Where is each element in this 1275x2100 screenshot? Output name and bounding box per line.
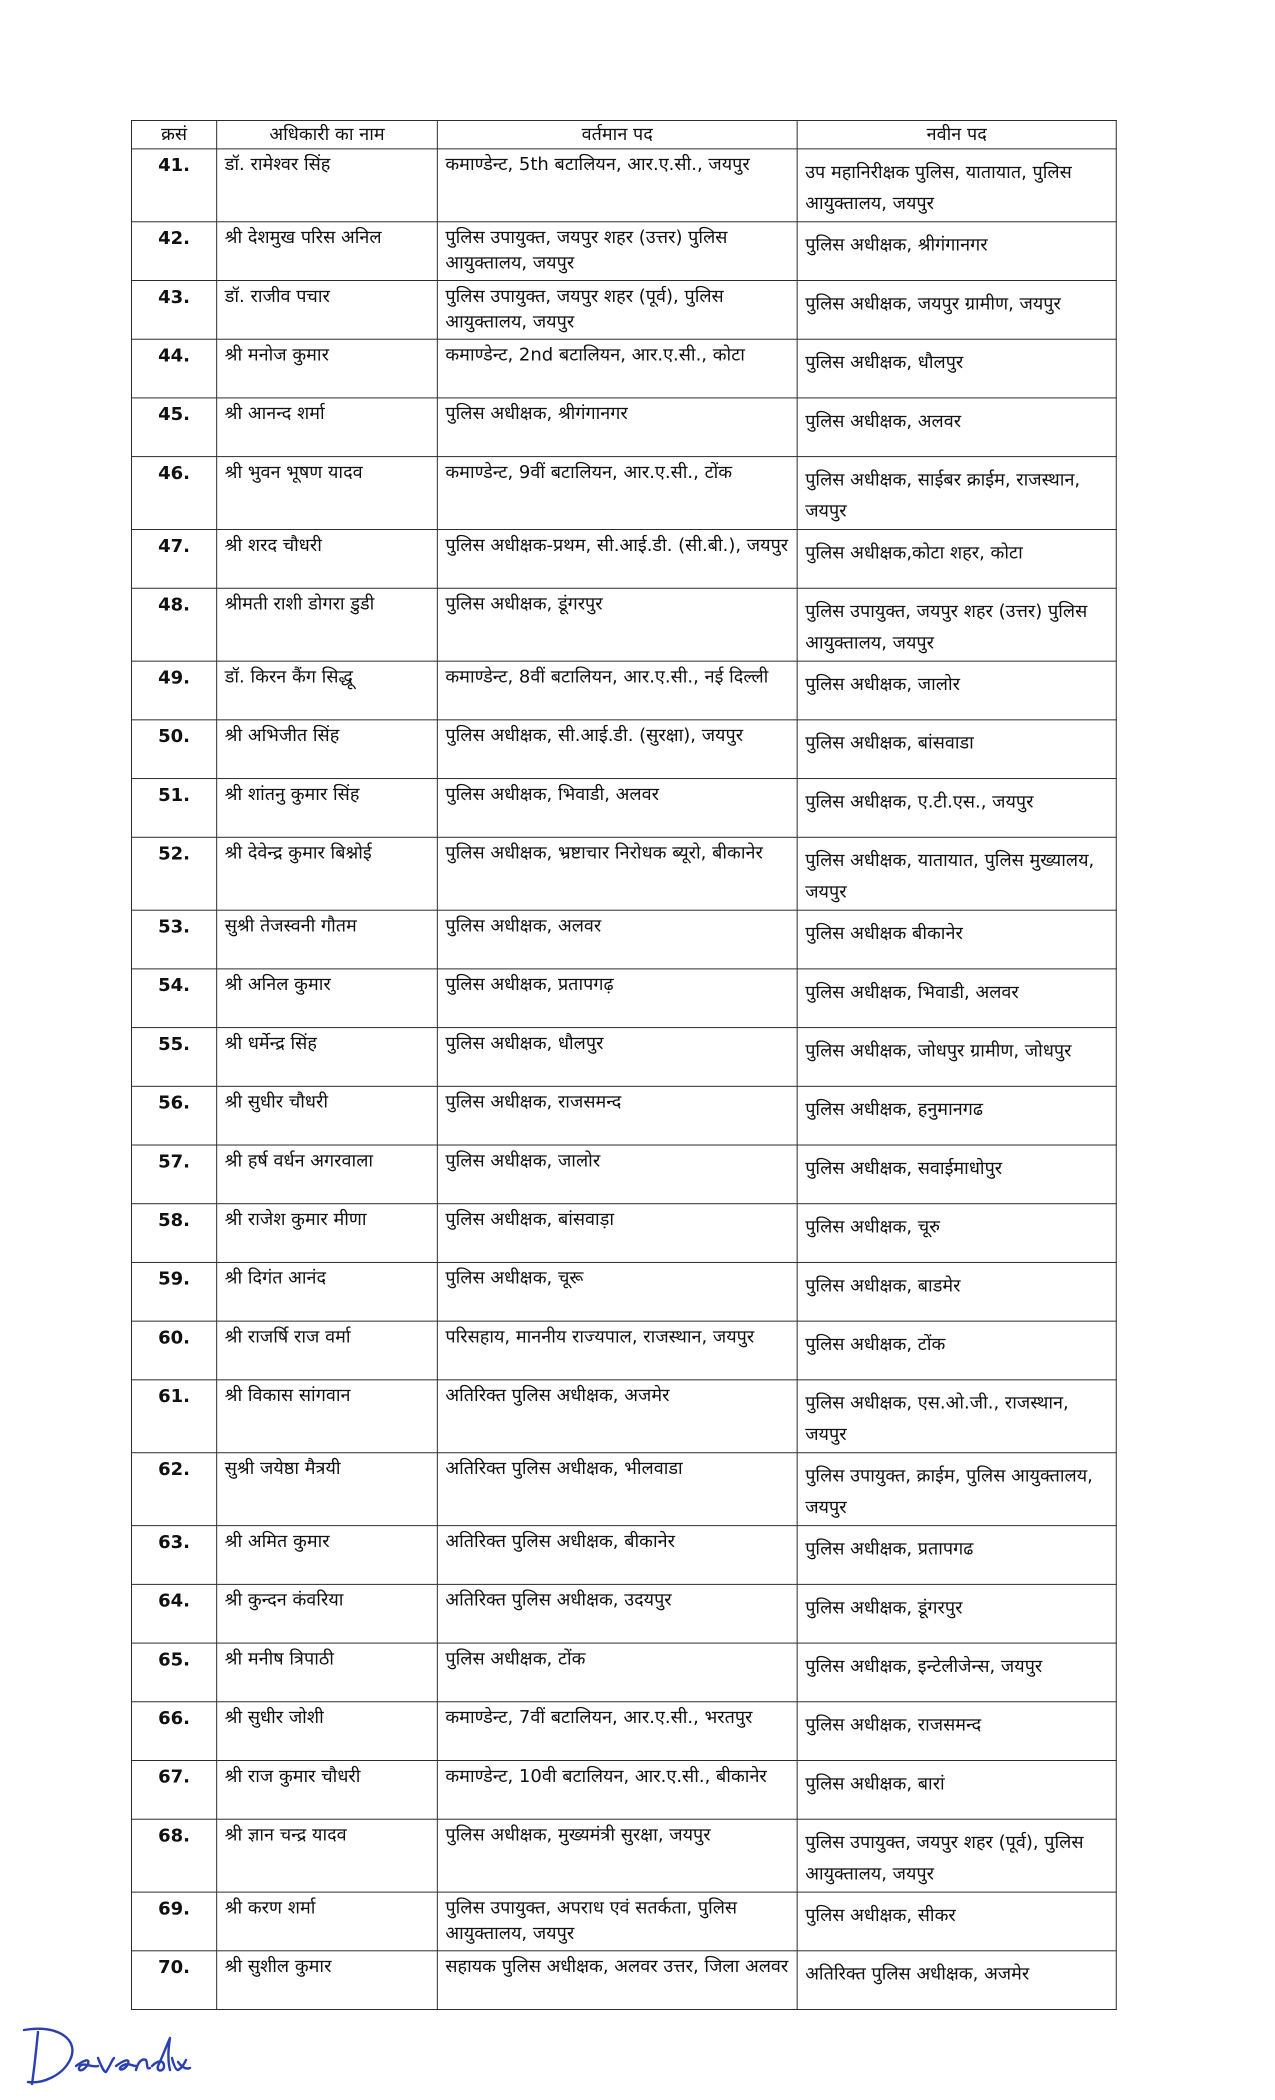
new-post-cell: पुलिस अधीक्षक, प्रतापगढ <box>797 1526 1116 1585</box>
new-post-cell: पुलिस अधीक्षक, जालोर <box>797 661 1116 720</box>
new-post-cell: पुलिस अधीक्षक,कोटा शहर, कोटा <box>797 530 1116 589</box>
table-row <box>131 1262 1116 1321</box>
current-post-cell: पुलिस अधीक्षक, डूंगरपुर <box>437 588 797 661</box>
current-post-cell: पुलिस अधीक्षक, अलवर <box>437 910 797 969</box>
current-post-cell: परिसहाय, माननीय राज्यपाल, राजस्थान, जयपुर <box>437 1321 797 1380</box>
officer-name-cell: श्री हर्ष वर्धन अगरवाला <box>217 1145 438 1204</box>
officer-name-cell: श्री सुधीर चौधरी <box>217 1086 438 1145</box>
current-post-cell: कमाण्डेन्ट, 7वीं बटालियन, आर.ए.सी., भरतपुर <box>437 1702 797 1761</box>
officer-name-cell: श्री राजर्षि राज वर्मा <box>217 1321 438 1380</box>
header-officer-name: अधिकारी का नाम <box>217 120 438 148</box>
current-post-cell: पुलिस अधीक्षक, मुख्यमंत्री सुरक्षा, जयपुर <box>437 1819 797 1892</box>
current-post-cell: कमाण्डेन्ट, 5th बटालियन, आर.ए.सी., जयपुर <box>437 149 797 222</box>
serial-number-cell: 60. <box>131 1321 216 1380</box>
table-row <box>131 1643 1116 1702</box>
officer-name-cell: श्री शरद चौधरी <box>217 530 438 589</box>
serial-number-cell: 49. <box>131 661 216 720</box>
table-row <box>131 1204 1116 1263</box>
table-row <box>131 720 1116 779</box>
new-post-cell: पुलिस अधीक्षक, धौलपुर <box>797 339 1116 398</box>
officer-name-cell: श्री देशमुख परिस अनिल <box>217 222 438 281</box>
new-post-cell: पुलिस अधीक्षक, भिवाडी, अलवर <box>797 969 1116 1028</box>
officer-name-cell: श्री शांतनु कुमार सिंह <box>217 779 438 838</box>
serial-number-cell: 46. <box>131 457 216 530</box>
officer-name-cell: श्री भुवन भूषण यादव <box>217 457 438 530</box>
current-post-cell: अतिरिक्त पुलिस अधीक्षक, बीकानेर <box>437 1526 797 1585</box>
table-row <box>131 222 1116 281</box>
new-post-cell: पुलिस उपायुक्त, जयपुर शहर (पूर्व), पुलिस आयुक्तालय, जयपुर <box>797 1819 1116 1892</box>
new-post-cell: पुलिस अधीक्षक, सीकर <box>797 1892 1116 1951</box>
table-row <box>131 910 1116 969</box>
serial-number-cell: 58. <box>131 1204 216 1263</box>
header-new-post: नवीन पद <box>797 120 1116 148</box>
officer-name-cell: श्री अभिजीत सिंह <box>217 720 438 779</box>
current-post-cell: पुलिस अधीक्षक, सी.आई.डी. (सुरक्षा), जयपुर <box>437 720 797 779</box>
serial-number-cell: 50. <box>131 720 216 779</box>
new-post-cell: उप महानिरीक्षक पुलिस, यातायात, पुलिस आयुक्तालय, जयपुर <box>797 149 1116 222</box>
new-post-cell: पुलिस अधीक्षक, यातायात, पुलिस मुख्यालय, जयपुर <box>797 837 1116 910</box>
transfer-table <box>131 120 1117 2010</box>
current-post-cell: पुलिस अधीक्षक, धौलपुर <box>437 1028 797 1087</box>
header-serial-number: क्रसं <box>131 120 216 148</box>
serial-number-cell: 41. <box>131 149 216 222</box>
new-post-cell: पुलिस अधीक्षक, सवाईमाधोपुर <box>797 1145 1116 1204</box>
table-row <box>131 530 1116 589</box>
current-post-cell: पुलिस अधीक्षक, चूरू <box>437 1262 797 1321</box>
serial-number-cell: 45. <box>131 398 216 457</box>
new-post-cell: पुलिस अधीक्षक, साईबर क्राईम, राजस्थान, जयपुर <box>797 457 1116 530</box>
current-post-cell: अतिरिक्त पुलिस अधीक्षक, भीलवाडा <box>437 1453 797 1526</box>
new-post-cell: पुलिस अधीक्षक, ए.टी.एस., जयपुर <box>797 779 1116 838</box>
table-row <box>131 1526 1116 1585</box>
new-post-cell: पुलिस अधीक्षक, चूरु <box>797 1204 1116 1263</box>
table-row <box>131 1702 1116 1761</box>
current-post-cell: पुलिस अधीक्षक, प्रतापगढ़ <box>437 969 797 1028</box>
officer-name-cell: श्री मनीष त्रिपाठी <box>217 1643 438 1702</box>
current-post-cell: पुलिस अधीक्षक, राजसमन्द <box>437 1086 797 1145</box>
serial-number-cell: 63. <box>131 1526 216 1585</box>
officer-name-cell: डॉ. किरन कैंग सिद्धू <box>217 661 438 720</box>
officer-name-cell: श्री धर्मेन्द्र सिंह <box>217 1028 438 1087</box>
table-row <box>131 779 1116 838</box>
current-post-cell: कमाण्डेन्ट, 2nd बटालियन, आर.ए.सी., कोटा <box>437 339 797 398</box>
serial-number-cell: 54. <box>131 969 216 1028</box>
officer-name-cell: श्री सुशील कुमार <box>217 1951 438 2010</box>
new-post-cell: पुलिस अधीक्षक, इन्टेलीजेन्स, जयपुर <box>797 1643 1116 1702</box>
serial-number-cell: 68. <box>131 1819 216 1892</box>
current-post-cell: सहायक पुलिस अधीक्षक, अलवर उत्तर, जिला अलवर <box>437 1951 797 2010</box>
table-row <box>131 1951 1116 2010</box>
officer-name-cell: श्री आनन्द शर्मा <box>217 398 438 457</box>
current-post-cell: कमाण्डेन्ट, 10वी बटालियन, आर.ए.सी., बीकानेर <box>437 1760 797 1819</box>
serial-number-cell: 42. <box>131 222 216 281</box>
new-post-cell: पुलिस अधीक्षक, श्रीगंगानगर <box>797 222 1116 281</box>
serial-number-cell: 56. <box>131 1086 216 1145</box>
current-post-cell: कमाण्डेन्ट, 8वीं बटालियन, आर.ए.सी., नई दिल्ली <box>437 661 797 720</box>
table-row <box>131 1028 1116 1087</box>
table-row <box>131 339 1116 398</box>
officer-name-cell: श्री अनिल कुमार <box>217 969 438 1028</box>
new-post-cell: पुलिस अधीक्षक, बांसवाडा <box>797 720 1116 779</box>
table-row <box>131 1086 1116 1145</box>
table-row <box>131 837 1116 910</box>
new-post-cell: पुलिस अधीक्षक, राजसमन्द <box>797 1702 1116 1761</box>
current-post-cell: पुलिस अधीक्षक, बांसवाड़ा <box>437 1204 797 1263</box>
new-post-cell: पुलिस अधीक्षक, जयपुर ग्रामीण, जयपुर <box>797 280 1116 339</box>
officer-name-cell: श्री सुधीर जोशी <box>217 1702 438 1761</box>
table-row <box>131 149 1116 222</box>
officer-name-cell: श्री दिगंत आनंद <box>217 1262 438 1321</box>
current-post-cell: पुलिस अधीक्षक, टोंक <box>437 1643 797 1702</box>
current-post-cell: पुलिस अधीक्षक, श्रीगंगानगर <box>437 398 797 457</box>
current-post-cell: पुलिस उपायुक्त, जयपुर शहर (उत्तर) पुलिस आयुक्तालय, जयपुर <box>437 222 797 281</box>
serial-number-cell: 43. <box>131 280 216 339</box>
table-row <box>131 398 1116 457</box>
serial-number-cell: 64. <box>131 1584 216 1643</box>
officer-name-cell: श्री राजेश कुमार मीणा <box>217 1204 438 1263</box>
current-post-cell: पुलिस अधीक्षक, भिवाडी, अलवर <box>437 779 797 838</box>
officer-name-cell: श्री विकास सांगवान <box>217 1380 438 1453</box>
new-post-cell: अतिरिक्त पुलिस अधीक्षक, अजमेर <box>797 1951 1116 2010</box>
serial-number-cell: 61. <box>131 1380 216 1453</box>
current-post-cell: पुलिस अधीक्षक, भ्रष्टाचार निरोधक ब्यूरो, बीकानेर <box>437 837 797 910</box>
table-row <box>131 457 1116 530</box>
officer-name-cell: श्री अमित कुमार <box>217 1526 438 1585</box>
officer-name-cell: श्री ज्ञान चन्द्र यादव <box>217 1819 438 1892</box>
new-post-cell: पुलिस अधीक्षक, एस.ओ.जी., राजस्थान, जयपुर <box>797 1380 1116 1453</box>
table-row <box>131 1892 1116 1951</box>
table-row <box>131 1453 1116 1526</box>
serial-number-cell: 67. <box>131 1760 216 1819</box>
new-post-cell: पुलिस अधीक्षक, बारां <box>797 1760 1116 1819</box>
officer-name-cell: डॉ. रामेश्वर सिंह <box>217 149 438 222</box>
new-post-cell: पुलिस अधीक्षक, बाडमेर <box>797 1262 1116 1321</box>
table-row <box>131 588 1116 661</box>
officer-name-cell: श्री कुन्दन कंवरिया <box>217 1584 438 1643</box>
serial-number-cell: 52. <box>131 837 216 910</box>
table-row <box>131 1145 1116 1204</box>
new-post-cell: पुलिस अधीक्षक बीकानेर <box>797 910 1116 969</box>
current-post-cell: पुलिस अधीक्षक, जालोर <box>437 1145 797 1204</box>
serial-number-cell: 53. <box>131 910 216 969</box>
current-post-cell: पुलिस उपायुक्त, अपराध एवं सतर्कता, पुलिस आयुक्तालय, जयपुर <box>437 1892 797 1951</box>
officer-name-cell: श्रीमती राशी डोगरा डुडी <box>217 588 438 661</box>
current-post-cell: कमाण्डेन्ट, 9वीं बटालियन, आर.ए.सी., टोंक <box>437 457 797 530</box>
current-post-cell: पुलिस अधीक्षक-प्रथम, सी.आई.डी. (सी.बी.), जयपुर <box>437 530 797 589</box>
new-post-cell: पुलिस अधीक्षक, हनुमानगढ <box>797 1086 1116 1145</box>
officer-name-cell: डॉ. राजीव पचार <box>217 280 438 339</box>
serial-number-cell: 66. <box>131 1702 216 1761</box>
header-current-post: वर्तमान पद <box>437 120 797 148</box>
serial-number-cell: 57. <box>131 1145 216 1204</box>
serial-number-cell: 44. <box>131 339 216 398</box>
serial-number-cell: 51. <box>131 779 216 838</box>
serial-number-cell: 62. <box>131 1453 216 1526</box>
officer-name-cell: श्री करण शर्मा <box>217 1892 438 1951</box>
table-row <box>131 1380 1116 1453</box>
new-post-cell: पुलिस अधीक्षक, जोधपुर ग्रामीण, जोधपुर <box>797 1028 1116 1087</box>
table-row <box>131 661 1116 720</box>
serial-number-cell: 70. <box>131 1951 216 2010</box>
table-row <box>131 969 1116 1028</box>
serial-number-cell: 55. <box>131 1028 216 1087</box>
current-post-cell: अतिरिक्त पुलिस अधीक्षक, अजमेर <box>437 1380 797 1453</box>
new-post-cell: पुलिस अधीक्षक, डूंगरपुर <box>797 1584 1116 1643</box>
officer-name-cell: श्री मनोज कुमार <box>217 339 438 398</box>
table-body <box>131 149 1116 2010</box>
new-post-cell: पुलिस उपायुक्त, क्राईम, पुलिस आयुक्तालय, जयपुर <box>797 1453 1116 1526</box>
serial-number-cell: 48. <box>131 588 216 661</box>
table-header-row <box>131 120 1116 148</box>
current-post-cell: पुलिस उपायुक्त, जयपुर शहर (पूर्व), पुलिस आयुक्तालय, जयपुर <box>437 280 797 339</box>
table-row <box>131 280 1116 339</box>
serial-number-cell: 65. <box>131 1643 216 1702</box>
table-row <box>131 1760 1116 1819</box>
table-row <box>131 1584 1116 1643</box>
table-row <box>131 1819 1116 1892</box>
new-post-cell: पुलिस अधीक्षक, अलवर <box>797 398 1116 457</box>
document-page <box>131 120 1116 2010</box>
serial-number-cell: 47. <box>131 530 216 589</box>
current-post-cell: अतिरिक्त पुलिस अधीक्षक, उदयपुर <box>437 1584 797 1643</box>
officer-name-cell: श्री राज कुमार चौधरी <box>217 1760 438 1819</box>
table-row <box>131 1321 1116 1380</box>
handwritten-signature <box>18 2022 193 2092</box>
officer-name-cell: सुश्री तेजस्वनी गौतम <box>217 910 438 969</box>
officer-name-cell: सुश्री जयेष्ठा मैत्रयी <box>217 1453 438 1526</box>
serial-number-cell: 59. <box>131 1262 216 1321</box>
new-post-cell: पुलिस उपायुक्त, जयपुर शहर (उत्तर) पुलिस आयुक्तालय, जयपुर <box>797 588 1116 661</box>
serial-number-cell: 69. <box>131 1892 216 1951</box>
officer-name-cell: श्री देवेन्द्र कुमार बिश्नोई <box>217 837 438 910</box>
new-post-cell: पुलिस अधीक्षक, टोंक <box>797 1321 1116 1380</box>
